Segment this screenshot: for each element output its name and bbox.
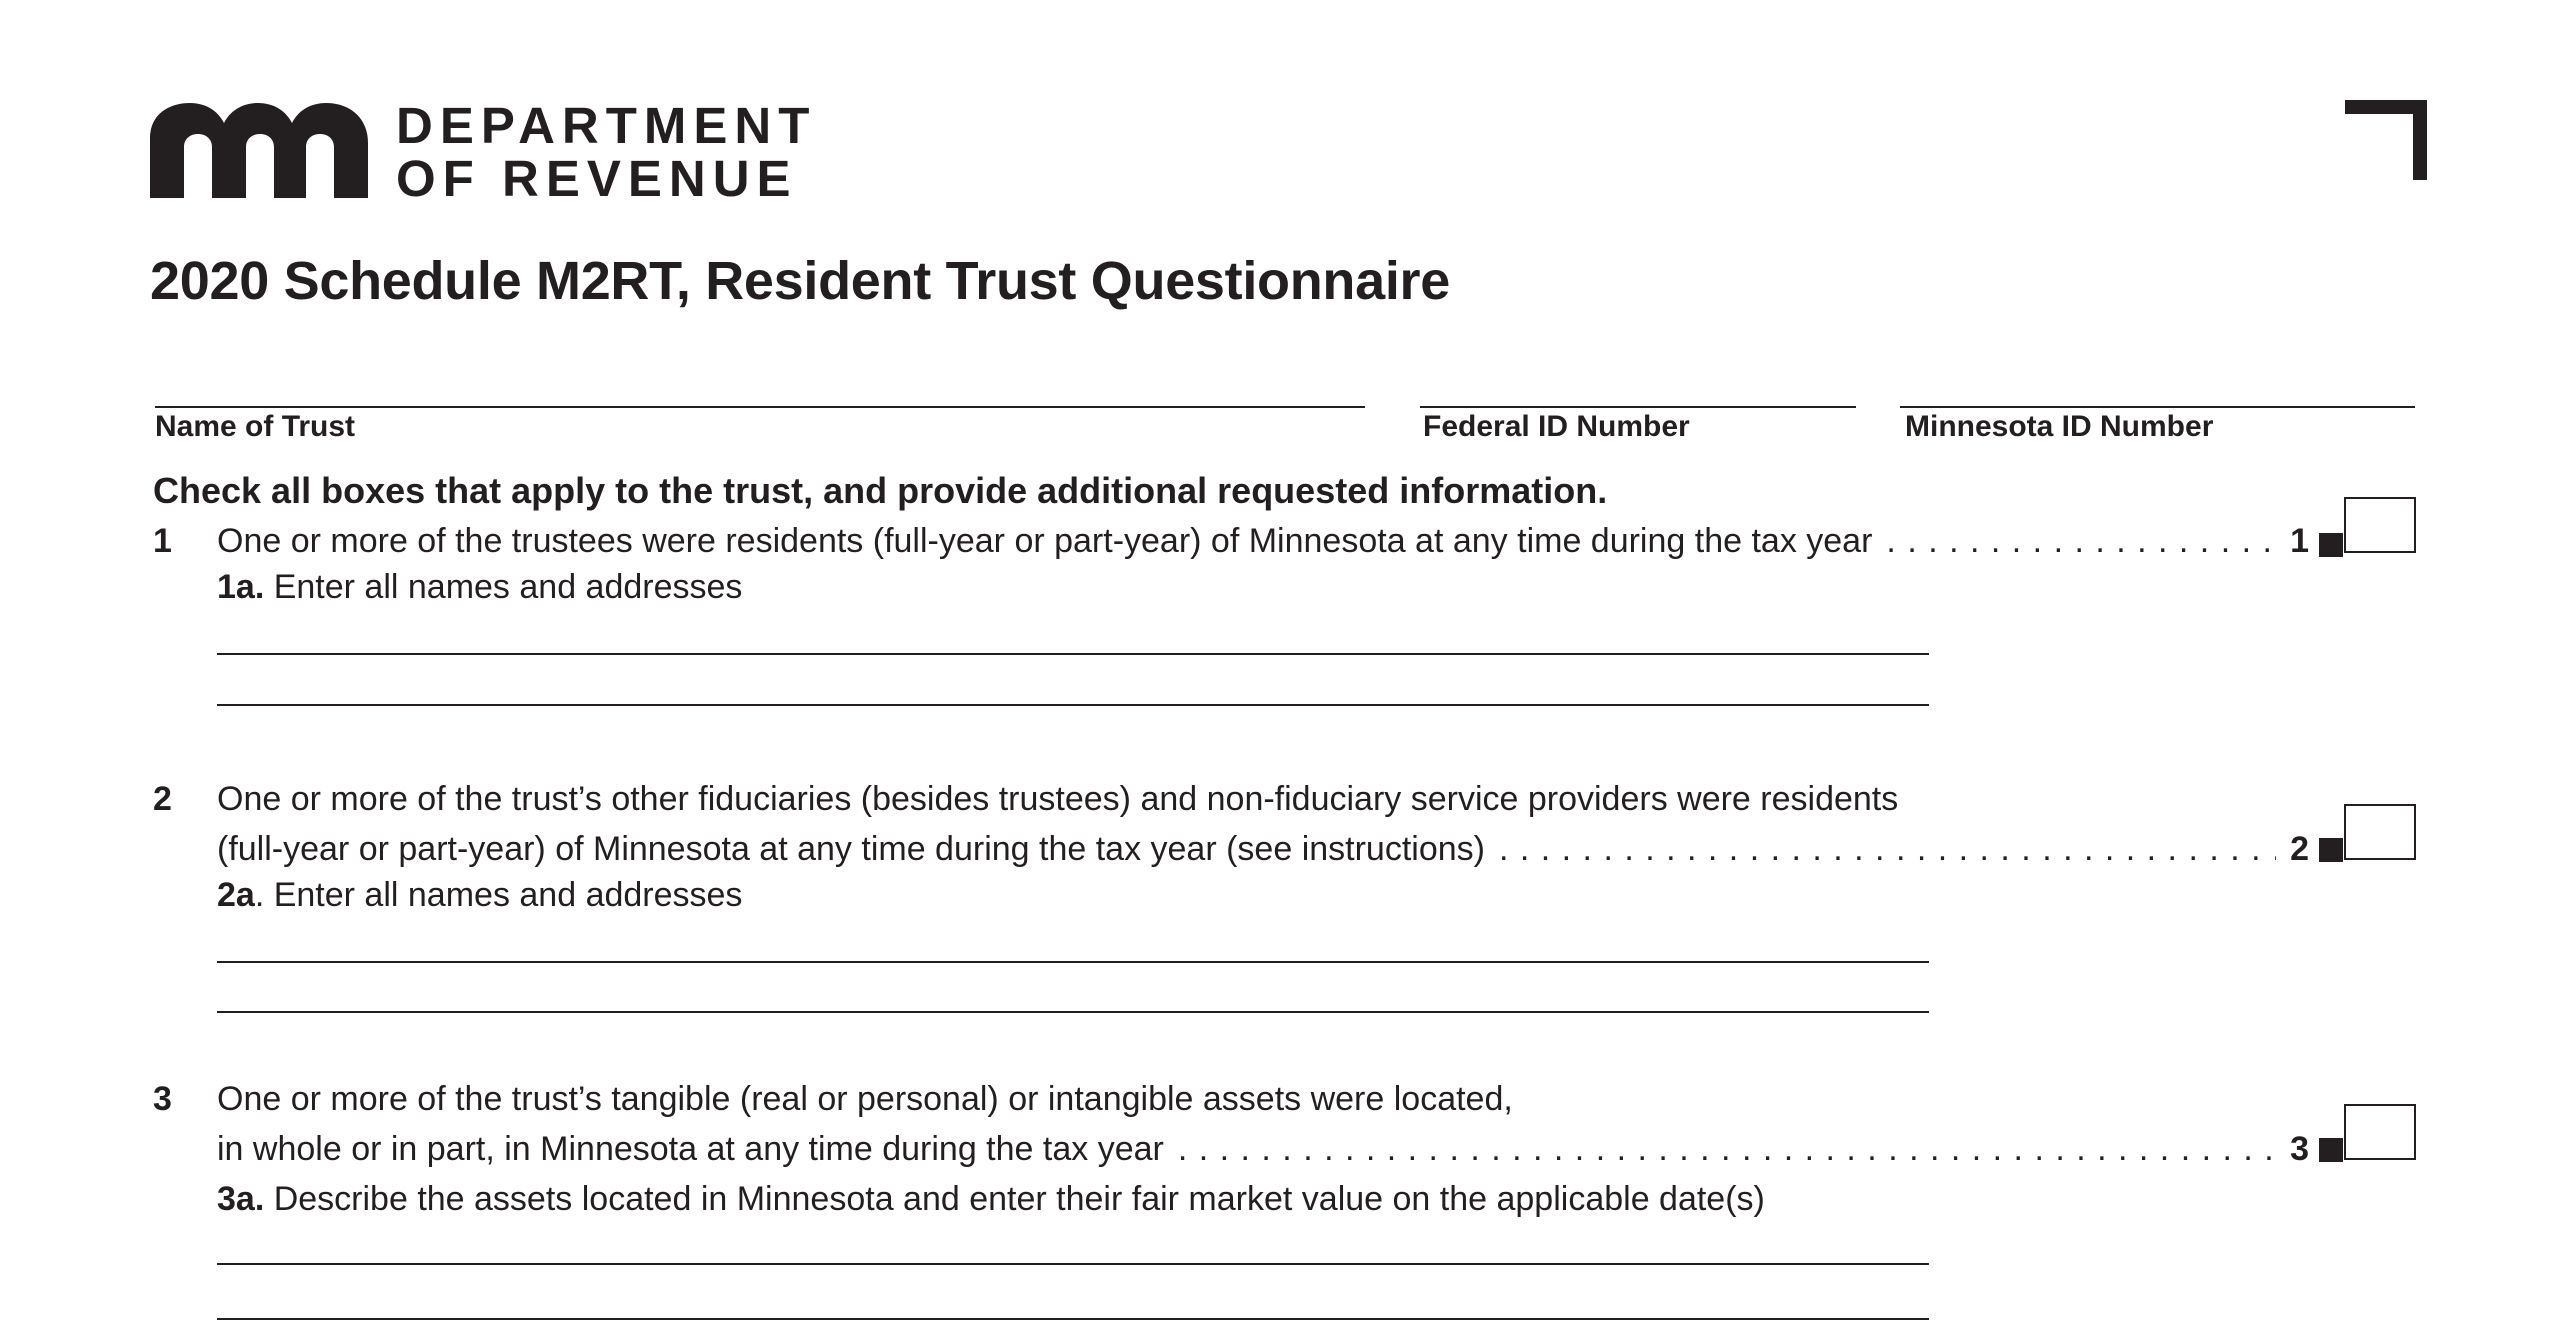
sub-label: 1a.	[217, 568, 265, 606]
question-number: 2	[153, 780, 172, 818]
names-addresses-line[interactable]	[217, 704, 1929, 706]
question-3-checkbox[interactable]	[2344, 1104, 2416, 1160]
question-2-checkbox[interactable]	[2344, 804, 2416, 860]
square-bullet-icon	[2319, 533, 2343, 557]
mn-logo-icon	[150, 103, 368, 198]
corner-bracket-icon	[2345, 100, 2427, 180]
question-text: (full-year or part-year) of Minnesota at any time during the tax year (see instructions)	[217, 830, 1485, 868]
assets-description-line[interactable]	[217, 1263, 1929, 1265]
question-1	[153, 522, 2343, 568]
assets-description-line[interactable]	[217, 1318, 1929, 1320]
leader-dots	[1886, 522, 2276, 562]
names-addresses-line[interactable]	[217, 1011, 1929, 1013]
sub-text: . Enter all names and addresses	[254, 876, 743, 914]
question-2-continuation	[217, 830, 2343, 876]
line-marker: 3	[2290, 1130, 2309, 1168]
sub-text: Describe the assets located in Minnesota and enter their fair market value on the applicable date(s)	[264, 1180, 1765, 1218]
square-bullet-icon	[2319, 1138, 2343, 1162]
sub-label: 2a	[217, 876, 255, 914]
department-name-line2: OF REVENUE	[396, 150, 798, 207]
names-addresses-line[interactable]	[217, 653, 1929, 655]
line-marker: 1	[2290, 522, 2309, 560]
minnesota-id-field[interactable]	[1900, 406, 2415, 408]
federal-id-field[interactable]	[1420, 406, 1856, 408]
name-of-trust-label: Name of Trust	[155, 410, 356, 443]
name-of-trust-field[interactable]	[155, 406, 1365, 408]
form-title: 2020 Schedule M2RT, Resident Trust Questionnaire	[150, 251, 1450, 311]
question-2a-prompt	[217, 876, 742, 915]
question-3a-prompt	[217, 1180, 1765, 1219]
square-bullet-icon	[2319, 838, 2343, 862]
names-addresses-line[interactable]	[217, 961, 1929, 963]
question-text: One or more of the trust’s other fiduciaries (besides trustees) and non-fiduciary service providers were residents	[217, 780, 1899, 818]
minnesota-id-label: Minnesota ID Number	[1905, 410, 2214, 443]
question-number: 3	[153, 1080, 172, 1118]
leader-dots	[1178, 1130, 2276, 1170]
question-3	[153, 1080, 2343, 1126]
leader-dots	[1499, 830, 2276, 870]
sub-label: 3a.	[217, 1180, 265, 1218]
department-name-line1: DEPARTMENT	[396, 97, 817, 154]
federal-id-label: Federal ID Number	[1423, 410, 1690, 443]
sub-text: Enter all names and addresses	[264, 568, 743, 606]
question-text: in whole or in part, in Minnesota at any time during the tax year	[217, 1130, 1164, 1168]
question-1a-prompt	[217, 568, 742, 607]
question-number: 1	[153, 522, 172, 560]
question-text: One or more of the trustees were residents (full-year or part-year) of Minnesota at any time during the tax year	[217, 522, 1873, 560]
question-2	[153, 780, 2343, 826]
line-marker: 2	[2290, 830, 2309, 868]
question-3-continuation	[217, 1130, 2343, 1176]
question-text: One or more of the trust’s tangible (real or personal) or intangible assets were located,	[217, 1080, 1513, 1118]
question-1-checkbox[interactable]	[2344, 497, 2416, 553]
instruction-text: Check all boxes that apply to the trust, and provide additional requested information.	[153, 470, 1608, 511]
